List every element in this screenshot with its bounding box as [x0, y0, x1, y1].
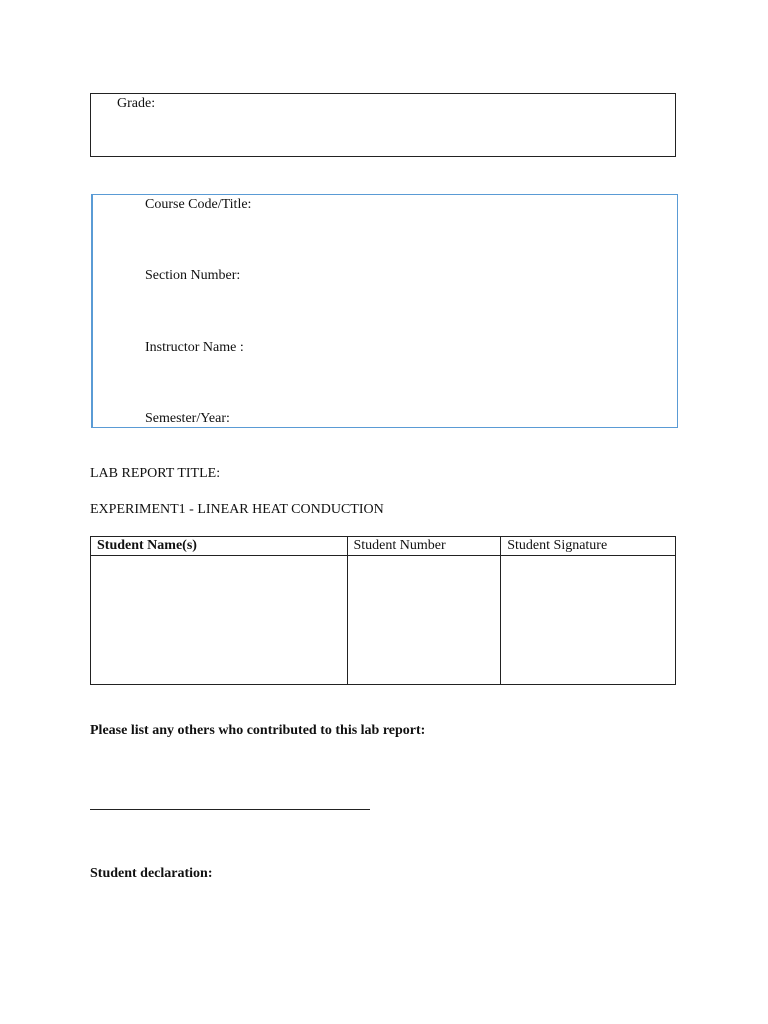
- student-names-cell[interactable]: [91, 556, 348, 685]
- grade-box: [90, 93, 676, 157]
- instructor-name-label: Instructor Name :: [145, 340, 244, 355]
- lab-report-title-label: LAB REPORT TITLE:: [90, 466, 221, 481]
- grade-label: Grade:: [117, 96, 156, 111]
- student-declaration-label: Student declaration:: [90, 866, 213, 881]
- student-table: [90, 536, 676, 685]
- student-number-cell[interactable]: [347, 556, 501, 685]
- contributors-prompt: Please list any others who contributed to this lab report:: [90, 723, 426, 738]
- table-row: [91, 556, 676, 685]
- contributors-line: [90, 809, 370, 810]
- table-header-row: [91, 537, 676, 556]
- header-student-names: Student Name(s): [91, 537, 348, 556]
- header-student-signature: Student Signature: [501, 537, 676, 556]
- lab-report-title-value: EXPERIMENT1 - LINEAR HEAT CONDUCTION: [90, 502, 384, 517]
- course-info-box: [91, 194, 678, 428]
- section-number-label: Section Number:: [145, 268, 241, 283]
- semester-year-label: Semester/Year:: [145, 411, 230, 426]
- header-student-number: Student Number: [347, 537, 501, 556]
- student-signature-cell[interactable]: [501, 556, 676, 685]
- course-code-label: Course Code/Title:: [145, 197, 252, 212]
